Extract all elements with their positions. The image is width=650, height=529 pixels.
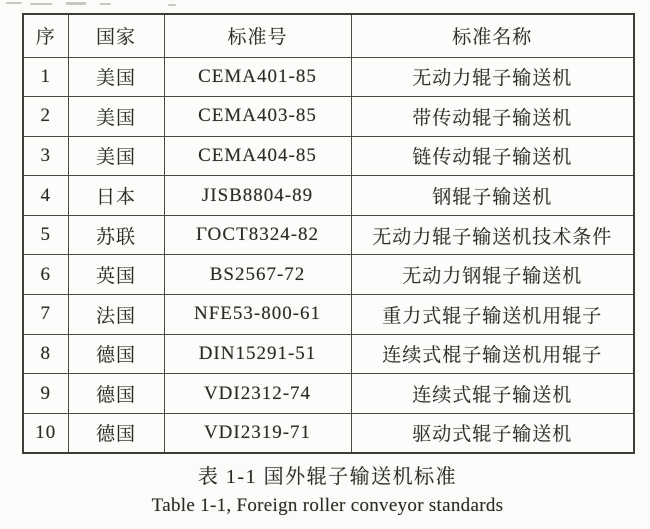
header-row bbox=[23, 14, 634, 57]
std-no-cell: CEMA403-85 bbox=[164, 97, 351, 137]
std-no-cell: CEMA404-85 bbox=[164, 136, 351, 176]
std-no-cell: VDI2319-71 bbox=[164, 413, 351, 453]
standards-table-header bbox=[23, 14, 634, 57]
std-no-cell: ГОСТ8324-82 bbox=[164, 215, 351, 255]
table-caption-chinese: 表 1-1 国外辊子输送机标准 bbox=[197, 466, 458, 488]
header-seq: 序 bbox=[23, 14, 68, 57]
country-cell: 法国 bbox=[68, 295, 164, 335]
table-row bbox=[23, 57, 634, 97]
seq-cell: 6 bbox=[23, 255, 68, 295]
std-name-cell: 钢辊子输送机 bbox=[351, 176, 634, 216]
std-name-cell: 驱动式辊子输送机 bbox=[351, 413, 634, 453]
table-row bbox=[23, 255, 634, 295]
seq-cell: 2 bbox=[23, 97, 68, 137]
standards-table bbox=[22, 13, 635, 454]
seq-cell: 3 bbox=[23, 136, 68, 176]
table-row bbox=[23, 215, 634, 255]
std-name-cell: 重力式辊子输送机用辊子 bbox=[351, 295, 634, 335]
std-no-cell: CEMA401-85 bbox=[164, 57, 351, 97]
header-std-name: 标准名称 bbox=[351, 14, 634, 57]
country-cell: 苏联 bbox=[68, 215, 164, 255]
seq-cell: 5 bbox=[23, 215, 68, 255]
table-row bbox=[23, 97, 634, 137]
country-cell: 德国 bbox=[68, 374, 164, 414]
std-no-cell: NFE53-800-61 bbox=[164, 295, 351, 335]
country-cell: 美国 bbox=[68, 57, 164, 97]
country-cell: 英国 bbox=[68, 255, 164, 295]
table-row bbox=[23, 136, 634, 176]
scan-artifact bbox=[100, 3, 111, 5]
country-cell: 美国 bbox=[68, 136, 164, 176]
table-row bbox=[23, 374, 634, 414]
seq-cell: 1 bbox=[23, 57, 68, 97]
scan-artifact bbox=[168, 4, 176, 6]
seq-cell: 10 bbox=[23, 413, 68, 453]
table-row bbox=[23, 413, 634, 453]
country-cell: 德国 bbox=[68, 413, 164, 453]
header-country: 国家 bbox=[68, 14, 164, 57]
std-name-cell: 无动力钢辊子输送机 bbox=[351, 255, 634, 295]
scan-artifact bbox=[30, 3, 52, 5]
header-std-no: 标准号 bbox=[164, 14, 351, 57]
country-cell: 日本 bbox=[68, 176, 164, 216]
scan-artifact bbox=[6, 2, 22, 4]
table-row bbox=[23, 176, 634, 216]
scan-artifact bbox=[66, 2, 86, 5]
table-row bbox=[23, 334, 634, 374]
std-name-cell: 连续式棍子输送机用辊子 bbox=[351, 334, 634, 374]
seq-cell: 7 bbox=[23, 295, 68, 335]
std-name-cell: 无动力辊子输送机技术条件 bbox=[351, 215, 634, 255]
std-name-cell: 无动力辊子输送机 bbox=[351, 57, 634, 97]
seq-cell: 9 bbox=[23, 374, 68, 414]
std-no-cell: DIN15291-51 bbox=[164, 334, 351, 374]
std-name-cell: 链传动辊子输送机 bbox=[351, 136, 634, 176]
std-name-cell: 带传动辊子输送机 bbox=[351, 97, 634, 137]
seq-cell: 8 bbox=[23, 334, 68, 374]
std-no-cell: VDI2312-74 bbox=[164, 374, 351, 414]
std-no-cell: BS2567-72 bbox=[164, 255, 351, 295]
table-caption-english: Table 1-1, Foreign roller conveyor standards bbox=[151, 495, 504, 516]
standards-table-body bbox=[23, 57, 634, 453]
country-cell: 德国 bbox=[68, 334, 164, 374]
table-row bbox=[23, 295, 634, 335]
country-cell: 美国 bbox=[68, 97, 164, 137]
std-name-cell: 连续式辊子输送机 bbox=[351, 374, 634, 414]
std-no-cell: JISB8804-89 bbox=[164, 176, 351, 216]
seq-cell: 4 bbox=[23, 176, 68, 216]
